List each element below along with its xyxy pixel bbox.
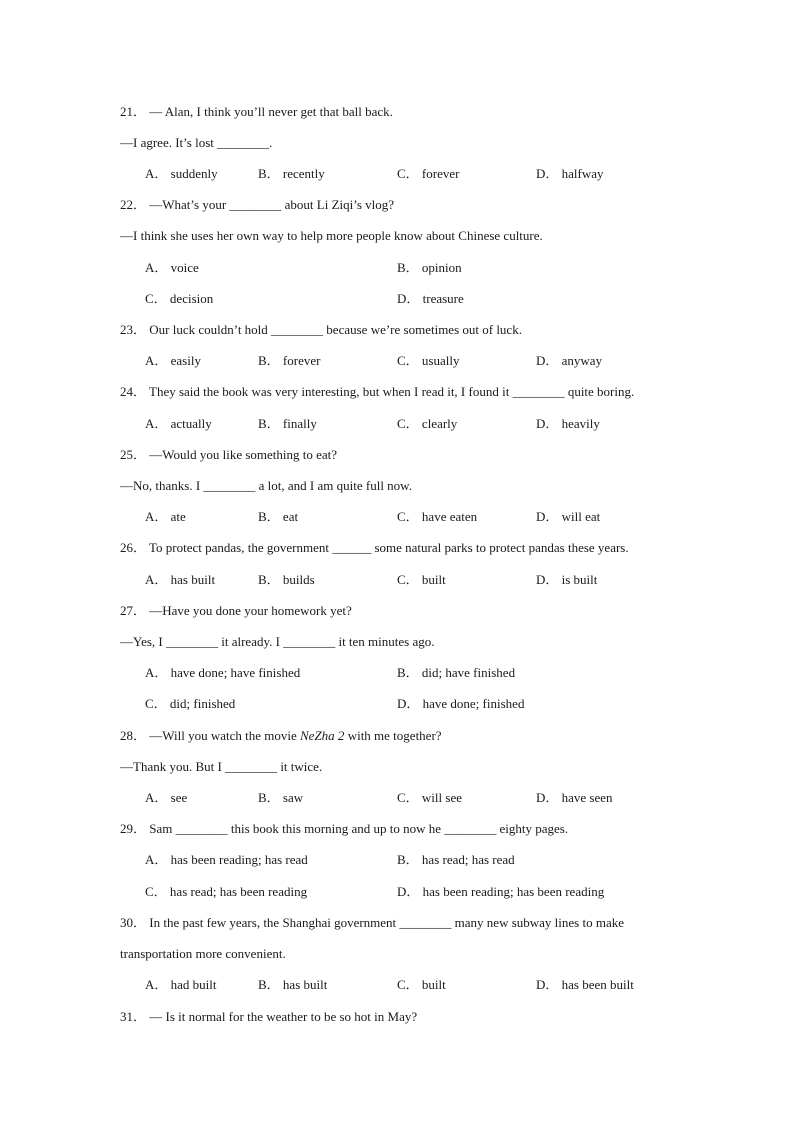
question-22-option-d: D． treasure <box>397 291 464 306</box>
question-26-option-b: B． builds <box>258 572 315 587</box>
question-26-option-c: C． built <box>397 572 446 587</box>
question-21-option-b: B． recently <box>258 166 325 181</box>
question-28-reply: —Thank you. But I ________ it twice. <box>120 759 323 774</box>
question-27-option-b: B． did; have finished <box>397 665 516 680</box>
question-24-option-c: C． clearly <box>397 416 458 431</box>
question-30-option-d: D． has been built <box>536 977 634 992</box>
question-21-option-d: D． halfway <box>536 166 604 181</box>
question-24-stem: 24． They said the book was very interesting, but when I read it, I found it ________ quite boring. <box>120 384 635 399</box>
question-27-option-c: C． did; finished <box>145 696 236 711</box>
question-26-option-d: D． is built <box>536 572 598 587</box>
question-22-option-c: C． decision <box>145 291 214 306</box>
question-27-option-d: D． have done; finished <box>397 696 525 711</box>
question-29-option-d: D． has been reading; has been reading <box>397 884 605 899</box>
question-23-option-c: C． usually <box>397 353 460 368</box>
question-28-stem-after: with me together? <box>344 728 442 743</box>
question-28-stem <box>120 728 442 744</box>
question-21-stem: 21． — Alan, I think you’ll never get that ball back. <box>120 104 393 119</box>
question-22-stem: 22． —What’s your ________ about Li Ziqi’s vlog? <box>120 197 395 212</box>
question-22-reply: —I think she uses her own way to help more people know about Chinese culture. <box>120 228 543 243</box>
question-22-option-b: B． opinion <box>397 260 462 275</box>
question-28-option-d: D． have seen <box>536 790 613 805</box>
question-30-option-b: B． has built <box>258 977 328 992</box>
question-25-option-d: D． will eat <box>536 509 601 524</box>
question-29-option-c: C． has read; has been reading <box>145 884 308 899</box>
question-21-reply: —I agree. It’s lost ________. <box>120 135 273 150</box>
question-25-reply: —No, thanks. I ________ a lot, and I am quite full now. <box>120 478 412 493</box>
question-25-option-a: A． ate <box>145 509 186 524</box>
question-22-option-a: A． voice <box>145 260 199 275</box>
question-26-stem: 26． To protect pandas, the government ______ some natural parks to protect pandas these years. <box>120 540 629 555</box>
question-26-option-a: A． has built <box>145 572 216 587</box>
question-29-option-a: A． has been reading; has read <box>145 852 308 867</box>
question-25-stem: 25． —Would you like something to eat? <box>120 447 338 462</box>
question-23-option-d: D． anyway <box>536 353 603 368</box>
question-21-option-c: C． forever <box>397 166 460 181</box>
question-29-stem: 29． Sam ________ this book this morning and up to now he ________ eighty pages. <box>120 821 569 836</box>
question-28-stem-before: 28． —Will you watch the movie <box>120 728 301 743</box>
question-23-stem: 23． Our luck couldn’t hold ________ because we’re sometimes out of luck. <box>120 322 522 337</box>
movie-title: NeZha 2 <box>300 728 345 743</box>
question-25-option-b: B． eat <box>258 509 299 524</box>
question-29-option-b: B． has read; has read <box>397 852 515 867</box>
question-27-stem: 27． —Have you done your homework yet? <box>120 603 352 618</box>
question-30-option-a: A． had built <box>145 977 217 992</box>
question-23-option-b: B． forever <box>258 353 321 368</box>
question-25-option-c: C． have eaten <box>397 509 478 524</box>
question-28-option-a: A． see <box>145 790 188 805</box>
question-21-option-a: A． suddenly <box>145 166 218 181</box>
question-24-option-a: A． actually <box>145 416 212 431</box>
question-31-stem: 31． — Is it normal for the weather to be so hot in May? <box>120 1009 418 1024</box>
question-27-option-a: A． have done; have finished <box>145 665 301 680</box>
question-30-option-c: C． built <box>397 977 446 992</box>
question-27-reply: —Yes, I ________ it already. I ________ it ten minutes ago. <box>120 634 435 649</box>
question-30-stem-continued: transportation more convenient. <box>120 946 286 961</box>
question-30-stem: 30． In the past few years, the Shanghai government ________ many new subway lines to make <box>120 915 624 930</box>
question-28-option-b: B． saw <box>258 790 304 805</box>
question-24-option-d: D． heavily <box>536 416 600 431</box>
question-23-option-a: A． easily <box>145 353 201 368</box>
question-24-option-b: B． finally <box>258 416 317 431</box>
question-28-option-c: C． will see <box>397 790 462 805</box>
